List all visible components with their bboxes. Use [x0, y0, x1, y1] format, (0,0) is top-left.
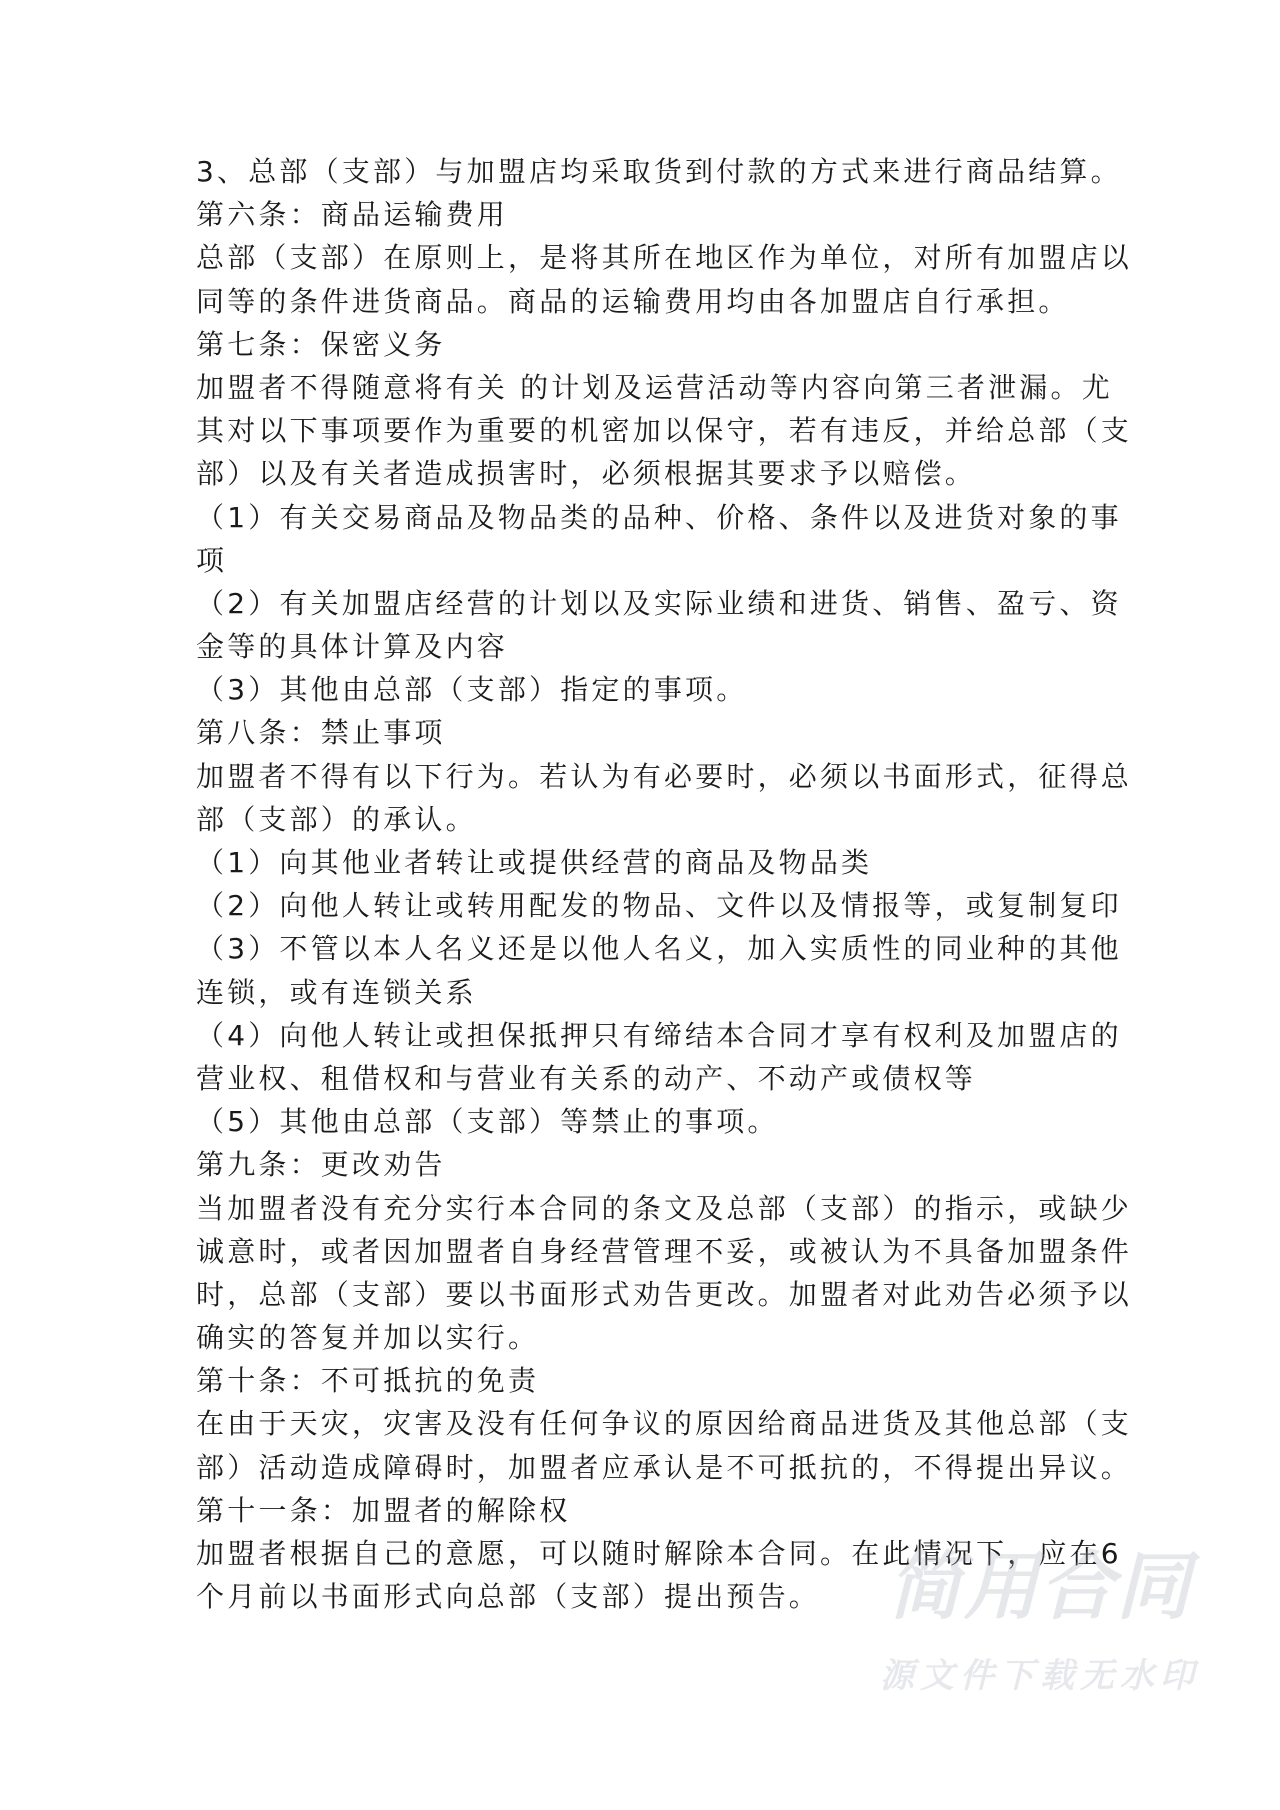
- text-line: 同等的条件进货商品。商品的运输费用均由各加盟店自行承担。: [196, 284, 1070, 318]
- text-line: 项: [196, 543, 228, 577]
- article-heading: 第七条：保密义务: [196, 327, 446, 361]
- article-heading: 第十一条：加盟者的解除权: [196, 1493, 571, 1527]
- document-body: [196, 150, 1133, 1618]
- text-line: 当加盟者没有充分实行本合同的条文及总部（支部）的指示，或缺少: [196, 1191, 1133, 1225]
- list-item-line: （5）其他由总部（支部）等禁止的事项。: [196, 1105, 779, 1139]
- text-line: 加盟者根据自己的意愿，可以随时解除本合同。在此情况下，应在6: [196, 1537, 1122, 1570]
- text-line: 金等的具体计算及内容: [196, 630, 509, 664]
- text-line: 部）以及有关者造成损害时，必须根据其要求予以赔偿。: [196, 457, 977, 491]
- text-line: 诚意时，或者因加盟者自身经营管理不妥，或被认为不具备加盟条件: [196, 1234, 1133, 1268]
- list-item-line: （3）其他由总部（支部）指定的事项。: [196, 673, 748, 707]
- text-line: 其对以下事项要作为重要的机密加以保守，若有违反，并给总部（支: [196, 414, 1133, 448]
- text-line: 确实的答复并加以实行。: [196, 1321, 540, 1355]
- article-heading: 第九条：更改劝告: [196, 1148, 446, 1182]
- text-line: 部（支部）的承认。: [196, 802, 477, 836]
- article-heading: 第六条：商品运输费用: [196, 198, 509, 232]
- watermark-title: 简用合同: [888, 1544, 1192, 1630]
- text-line: 时，总部（支部）要以书面形式劝告更改。加盟者对此劝告必须予以: [196, 1277, 1133, 1311]
- text-line: 加盟者不得随意将有关 的计划及运营活动等内容向第三者泄漏。尤: [196, 370, 1113, 404]
- list-item-line: （4）向他人转让或担保抵押只有缔结本合同才享有权利及加盟店的: [196, 1018, 1122, 1052]
- text-line: 营业权、租借权和与营业有关系的动产、不动产或债权等: [196, 1061, 977, 1095]
- text-line: 加盟者不得有以下行为。若认为有必要时，必须以书面形式，征得总: [196, 759, 1133, 793]
- text-line: 个月前以书面形式向总部（支部）提出预告。: [196, 1580, 821, 1614]
- text-line: 在由于天灾，灾害及没有任何争议的原因给商品进货及其他总部（支: [196, 1407, 1133, 1441]
- list-item-line: （3）不管以本人名义还是以他人名义，加入实质性的同业种的其他: [196, 932, 1122, 966]
- watermark-subtitle: 源文件下载无水印: [880, 1656, 1200, 1696]
- list-item-line: （2）有关加盟店经营的计划以及实际业绩和进货、销售、盈亏、资: [196, 586, 1122, 620]
- list-item-line: （2）向他人转让或转用配发的物品、文件以及情报等，或复制复印: [196, 889, 1122, 923]
- text-line: 部）活动造成障碍时，加盟者应承认是不可抵抗的，不得提出异议。: [196, 1450, 1133, 1484]
- list-item-line: （1）向其他业者转让或提供经营的商品及物品类: [196, 846, 873, 879]
- article-heading: 第八条：禁止事项: [196, 716, 446, 750]
- list-item-line: （1）有关交易商品及物品类的品种、价格、条件以及进货对象的事: [196, 500, 1122, 534]
- text-line: 3、总部（支部）与加盟店均采取货到付款的方式来进行商品结算。: [196, 155, 1122, 188]
- text-line: 总部（支部）在原则上，是将其所在地区作为单位，对所有加盟店以: [196, 241, 1133, 275]
- text-line: 连锁，或有连锁关系: [196, 975, 477, 1009]
- article-heading: 第十条：不可抵抗的免责: [196, 1364, 540, 1398]
